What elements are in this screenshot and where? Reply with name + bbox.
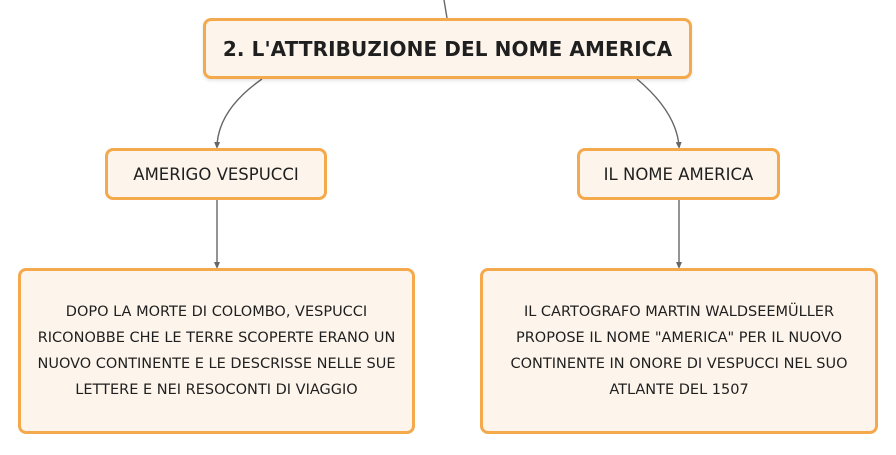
topic-label-amerigo-vespucci: AMERIGO VESPUCCI bbox=[133, 164, 299, 184]
incoming-connector bbox=[444, 0, 447, 18]
connector-root-to-nome-america bbox=[637, 79, 679, 146]
topic-node-nome-america[interactable] bbox=[577, 148, 780, 200]
detail-node-amerigo-vespucci[interactable] bbox=[18, 268, 415, 434]
topic-label-nome-america: IL NOME AMERICA bbox=[603, 164, 754, 184]
detail-node-nome-america[interactable] bbox=[480, 268, 878, 434]
root-topic-label: 2. L'ATTRIBUZIONE DEL NOME AMERICA bbox=[222, 36, 673, 61]
detail-text-nome-america: IL CARTOGRAFO MARTIN WALDSEEMÜLLER PROPOSE IL NOME "AMERICA" PER IL NUOVO CONTINENTE IN ONORE DI VESPUCCI NEL SUO ATLANTE DEL 1507 bbox=[510, 304, 848, 398]
root-topic-node[interactable] bbox=[203, 18, 692, 79]
detail-text-amerigo-vespucci: DOPO LA MORTE DI COLOMBO, VESPUCCI RICONOBBE CHE LE TERRE SCOPERTE ERANO UN NUOVO CONTINENTE E LE DESCRISSE NELLE SUE LETTERE E NEI RESOCONTI DI VIAGGIO bbox=[37, 304, 396, 398]
topic-node-amerigo-vespucci[interactable] bbox=[105, 148, 327, 200]
connector-root-to-amerigo-vespucci bbox=[217, 79, 262, 146]
